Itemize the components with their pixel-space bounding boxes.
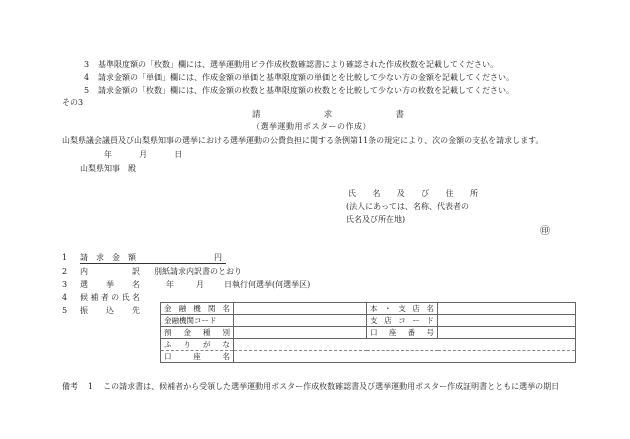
document-subtitle: （選挙運動用ポスターの作成） xyxy=(252,122,371,131)
label-char: 内 xyxy=(80,267,88,276)
title-char: 書 xyxy=(395,110,404,120)
seal-icon: ㊞ xyxy=(540,226,550,237)
note-3 xyxy=(84,60,498,70)
title-char: 請 xyxy=(252,110,261,120)
label-char: 先 xyxy=(132,306,140,315)
bank-name-field[interactable] xyxy=(234,303,367,315)
item-label xyxy=(80,267,140,277)
date-year-label: 年 xyxy=(104,150,112,159)
remarks xyxy=(62,382,559,392)
account-name-field[interactable] xyxy=(234,351,576,363)
label-char: 選 xyxy=(80,280,88,289)
election-month-label: 月 xyxy=(196,280,204,289)
table-row xyxy=(161,327,576,339)
note-text: 基準限度額の「枚数」欄には、選挙運動用ビラ作成枚数確認書により確認された作成枚数を記載してください。 xyxy=(98,60,498,69)
branch-name-label: 本 ・ 支 店 名 xyxy=(367,303,438,315)
label-char: 補 xyxy=(90,293,99,302)
account-number-field[interactable] xyxy=(438,327,576,339)
item-number: 5 xyxy=(62,306,68,315)
yen-unit: 円 xyxy=(214,253,222,262)
label-char: 候 xyxy=(80,293,88,302)
election-day-label: 日執行何選挙(何選挙区) xyxy=(224,280,311,289)
item-number: 2 xyxy=(62,267,68,276)
label-char: 名 xyxy=(372,189,381,198)
item-label xyxy=(80,293,140,303)
date-line xyxy=(104,150,182,160)
item-label xyxy=(80,306,140,316)
item-claim-amount xyxy=(62,253,226,264)
label-char: 挙 xyxy=(106,280,114,289)
deposit-type-field[interactable] xyxy=(234,327,367,339)
label-char: の xyxy=(111,293,120,302)
note-number: 3 xyxy=(84,60,90,69)
remarks-number: 1 xyxy=(88,382,94,391)
label-char: び xyxy=(421,189,430,198)
item-label xyxy=(80,280,140,290)
deposit-type-label: 預 金 種 別 xyxy=(161,327,234,339)
item-transfer-destination xyxy=(62,306,140,316)
addressee: 山梨県知事 殿 xyxy=(80,164,136,173)
item-number: 4 xyxy=(62,293,68,302)
document-title xyxy=(252,110,404,120)
date-month-label: 月 xyxy=(139,150,148,159)
label-char: 訳 xyxy=(132,267,140,276)
label-char: 金 xyxy=(112,253,120,262)
table-row xyxy=(161,315,576,327)
bank-code-label: 金融機関コード xyxy=(161,315,234,327)
branch-code-label: 支 店 コ ー ド xyxy=(367,315,438,327)
label-char: 氏 xyxy=(348,189,356,198)
election-year-label: 年 xyxy=(166,280,174,289)
table-row xyxy=(161,339,576,351)
item-number: 1 xyxy=(62,253,68,262)
item-value: 別紙請求内訳書のとおり xyxy=(154,267,242,276)
item-breakdown xyxy=(62,267,242,277)
table-row xyxy=(161,303,576,315)
branch-code-field[interactable] xyxy=(438,315,576,327)
date-day-label: 日 xyxy=(174,150,183,159)
label-char: 名 xyxy=(132,280,140,289)
remarks-text: この請求書は、候補者から受領した選挙運動用ポスター作成枚数確認書及び選挙運動用ポスター作成証明書とともに選挙の期日 xyxy=(103,382,560,391)
bank-transfer-table xyxy=(160,302,576,363)
claimant-note-line1: (法人にあっては、名称、代表者の xyxy=(346,202,470,211)
claim-amount-field[interactable] xyxy=(80,253,226,264)
label-char: 額 xyxy=(128,253,136,262)
account-number-label: 口 座 番 号 xyxy=(367,327,438,339)
label-char: 者 xyxy=(100,293,109,302)
section-label: その3 xyxy=(62,98,84,107)
bank-code-field[interactable] xyxy=(234,315,367,327)
claimant-note-line2: 氏名及び所在地) xyxy=(346,215,406,224)
label-char: 住 xyxy=(445,189,454,198)
label-char: 請 xyxy=(80,253,88,262)
label-char: 振 xyxy=(80,306,88,315)
furigana-label: ふ り が な xyxy=(161,339,234,351)
note-number: 5 xyxy=(84,86,90,95)
note-text: 請求金額の「枚数」欄には、作成金額の枚数と基準限度額の枚数とを比較して少ない方の枚数を記載してください。 xyxy=(98,86,514,95)
item-election-name xyxy=(62,280,310,290)
table-row xyxy=(161,351,576,363)
note-5 xyxy=(84,86,514,96)
intro-text: 山梨県議会議員及び山梨県知事の選挙における選挙運動の公費負担に関する条例第11条の規定により、次の金額の支払を請求します。 xyxy=(62,136,544,145)
item-number: 3 xyxy=(62,280,68,289)
label-char: 所 xyxy=(469,189,478,198)
label-char: 名 xyxy=(131,293,140,302)
bank-name-label: 金 融 機 関 名 xyxy=(161,303,234,315)
label-char: 氏 xyxy=(121,293,130,302)
label-char: 込 xyxy=(106,306,114,315)
remarks-label: 備考 xyxy=(62,382,78,391)
account-name-label: 口 座 名 xyxy=(161,351,234,363)
title-char: 求 xyxy=(323,110,333,120)
label-char: 求 xyxy=(96,253,104,262)
branch-name-field[interactable] xyxy=(438,303,576,315)
item-candidate-name xyxy=(62,293,140,303)
note-4 xyxy=(84,73,514,83)
furigana-field[interactable] xyxy=(234,339,576,351)
note-text: 請求金額の「単価」欄には、作成金額の単価と基準限度額の単価とを比較して少ない方の金額を記載してください。 xyxy=(98,73,514,82)
label-char: 及 xyxy=(396,189,405,198)
claimant-label xyxy=(348,189,478,199)
note-number: 4 xyxy=(84,73,90,82)
